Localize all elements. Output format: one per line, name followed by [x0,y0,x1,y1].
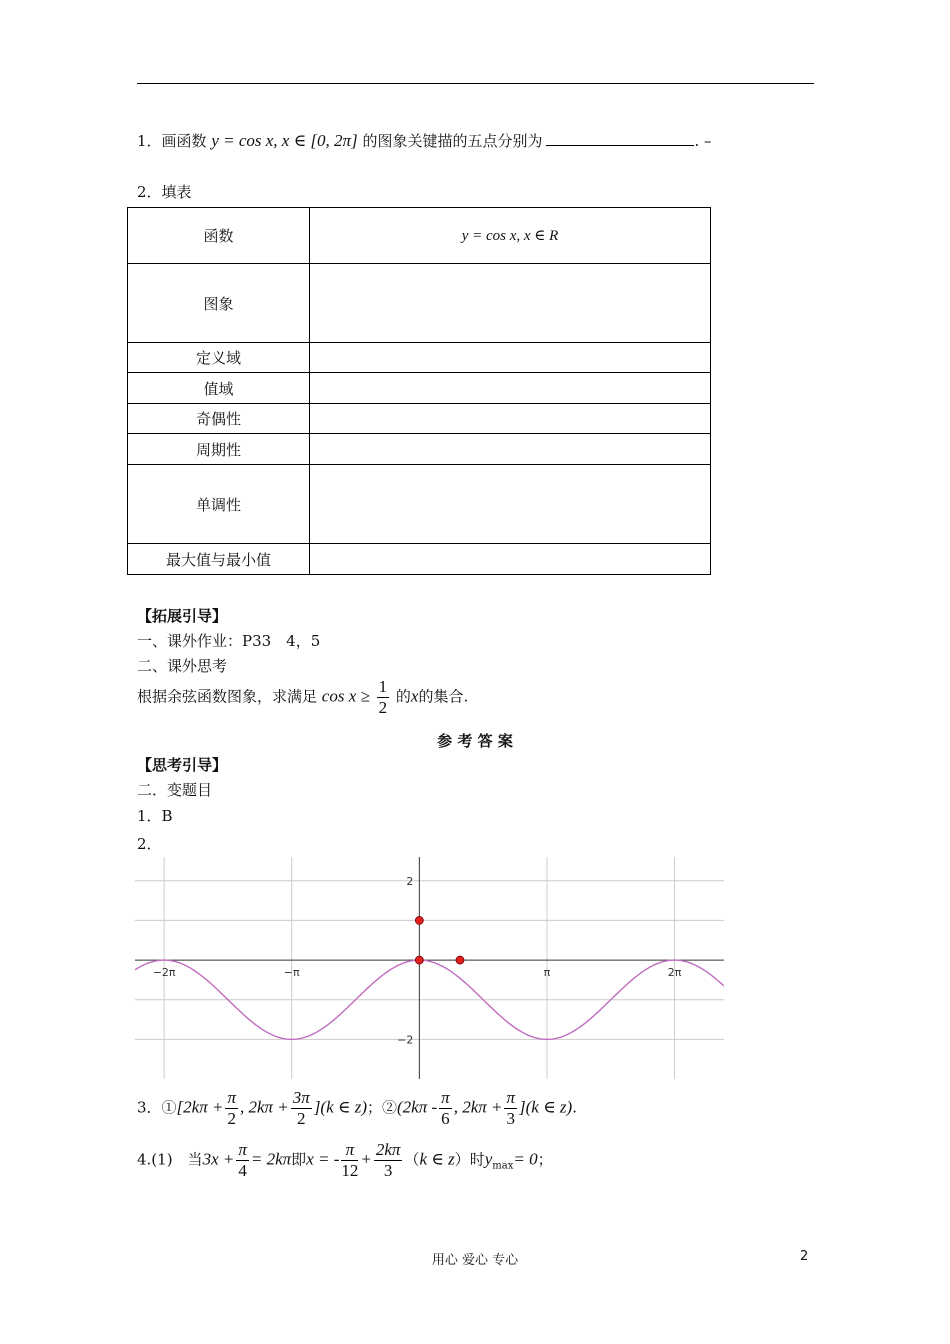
answers-title: 参 考 答 案 [437,732,513,750]
answer-2: 2． [137,835,162,853]
a3-label: 3．① [137,1098,177,1117]
a4-text: ）时 [454,1150,485,1169]
frac-den: 2 [378,698,388,717]
homework-line: 一、课外作业：P33 4，5 [137,632,321,650]
fraction [377,677,390,718]
page-number: 2 [800,1249,809,1264]
table-cell: 周期性 [128,434,310,465]
a3-math: (2kπ - [397,1097,438,1117]
answer-cell[interactable] [310,404,711,434]
fraction [236,1140,249,1181]
frac-num: π [506,1088,516,1107]
fraction [225,1088,238,1129]
answer-cell[interactable] [310,343,711,373]
a3-math: ](k ∈ z) [313,1097,367,1117]
x-tick-label: −2π [152,966,176,980]
question-1 [137,130,712,151]
property-table [127,207,711,575]
answers-section: 【思考引导】 [137,756,228,774]
q1-after: 的图象关键描的五点分别为 [362,132,543,150]
table-row [128,404,711,434]
y-tick-label: 2 [406,874,414,888]
a3-sep: ；② [367,1098,398,1117]
table-cell: y = cos x, x ∈ R [310,208,711,264]
axes [135,857,724,1079]
problem-math: cos x ≥ [321,686,370,706]
x-tick-label: −π [283,966,300,980]
frac-num: π [341,1140,358,1161]
answer-cell[interactable] [310,544,711,575]
table-row [128,343,711,373]
fraction [439,1088,452,1129]
footer-center: 用心 爱心 专心 [431,1253,519,1268]
data-point [415,956,423,964]
table-row [128,264,711,343]
frac-den: 2 [297,1109,306,1128]
a4-text: （ [404,1150,420,1169]
frac-den: 2 [227,1109,236,1128]
table-cell: 值域 [128,373,310,404]
answer-cell[interactable] [310,434,711,465]
fraction [291,1088,312,1129]
data-point [415,916,423,924]
table-row [128,434,711,465]
table-cell: 最大值与最小值 [128,544,310,575]
a4-text: 即 [291,1150,307,1169]
frac-num: π [227,1088,236,1107]
extend-title: 【拓展引导】 [137,607,228,625]
table-row [128,373,711,404]
a3-math: [2kπ + [176,1097,224,1117]
problem-mid: 的 [395,687,411,706]
a3-math: , 2kπ + [239,1097,289,1117]
table-cell: 图象 [128,264,310,343]
q1-formula: y = cos x, x ∈ [0, 2π] [211,131,358,150]
answer-1: 1．B [137,807,173,825]
frac-den: 6 [441,1109,450,1128]
x-tick-label: 2π [667,966,682,980]
cosine-graph [135,857,724,1079]
table-row [128,544,711,575]
frac-den: 3 [506,1109,515,1128]
fraction [504,1088,517,1129]
answer-cell[interactable] [310,264,711,343]
table-cell: 定义域 [128,343,310,373]
a4-math: = 0 [513,1149,538,1169]
data-point [456,956,464,964]
frac-num: 2kπ [375,1140,401,1159]
header-rule [137,83,814,84]
a3-math: ](k ∈ z) [519,1097,573,1117]
table-cell: 单调性 [128,465,310,544]
a3-end: . [572,1098,577,1117]
think-line: 二、课外思考 [137,657,228,675]
q1-text: 1．画函数 [137,132,207,150]
a4-math: 3x + [202,1149,235,1169]
frac-den: 12 [341,1161,359,1180]
a4-label: 4.(1) 当 [137,1150,203,1169]
question-2: 2．填表 [137,183,192,201]
table-row [128,465,711,544]
frac-den: 3 [383,1161,393,1180]
a4-math: k ∈ z [419,1149,455,1169]
fraction [374,1140,403,1181]
points [415,916,464,964]
table-row [128,208,711,264]
frac-num: π [238,1140,247,1159]
problem-x: x [410,686,419,706]
a3-math: , 2kπ + [453,1097,503,1117]
grid [135,857,724,1079]
fraction [341,1140,358,1181]
x-tick-label: π [543,966,551,980]
frac-num: 1 [378,677,388,696]
y-tick-label: −2 [397,1033,414,1047]
a4-math: y [484,1149,493,1169]
a4-math: x = - [306,1149,340,1169]
table-cell: 函数 [128,208,310,264]
answer-blank[interactable] [546,131,694,146]
answers-sub: 二．变题目 [137,781,213,799]
q1-end: . – [694,132,712,150]
table-cell: 奇偶性 [128,404,310,434]
frac-num: π [441,1088,450,1107]
problem-post: 的集合. [418,687,469,706]
frac-den: 4 [238,1161,247,1180]
a4-sub: max [492,1160,514,1172]
a4-math: = 2kπ [250,1149,292,1169]
a4-math: + [360,1149,372,1169]
a4-end: ； [537,1150,553,1169]
answer-cell[interactable] [310,465,711,544]
frac-num: 3π [292,1088,310,1107]
answer-3 [137,1088,577,1129]
problem-line [137,677,468,718]
problem-pre: 根据余弦函数图象，求满足 [137,687,318,706]
answer-cell[interactable] [310,373,711,404]
answer-4 [137,1140,553,1181]
